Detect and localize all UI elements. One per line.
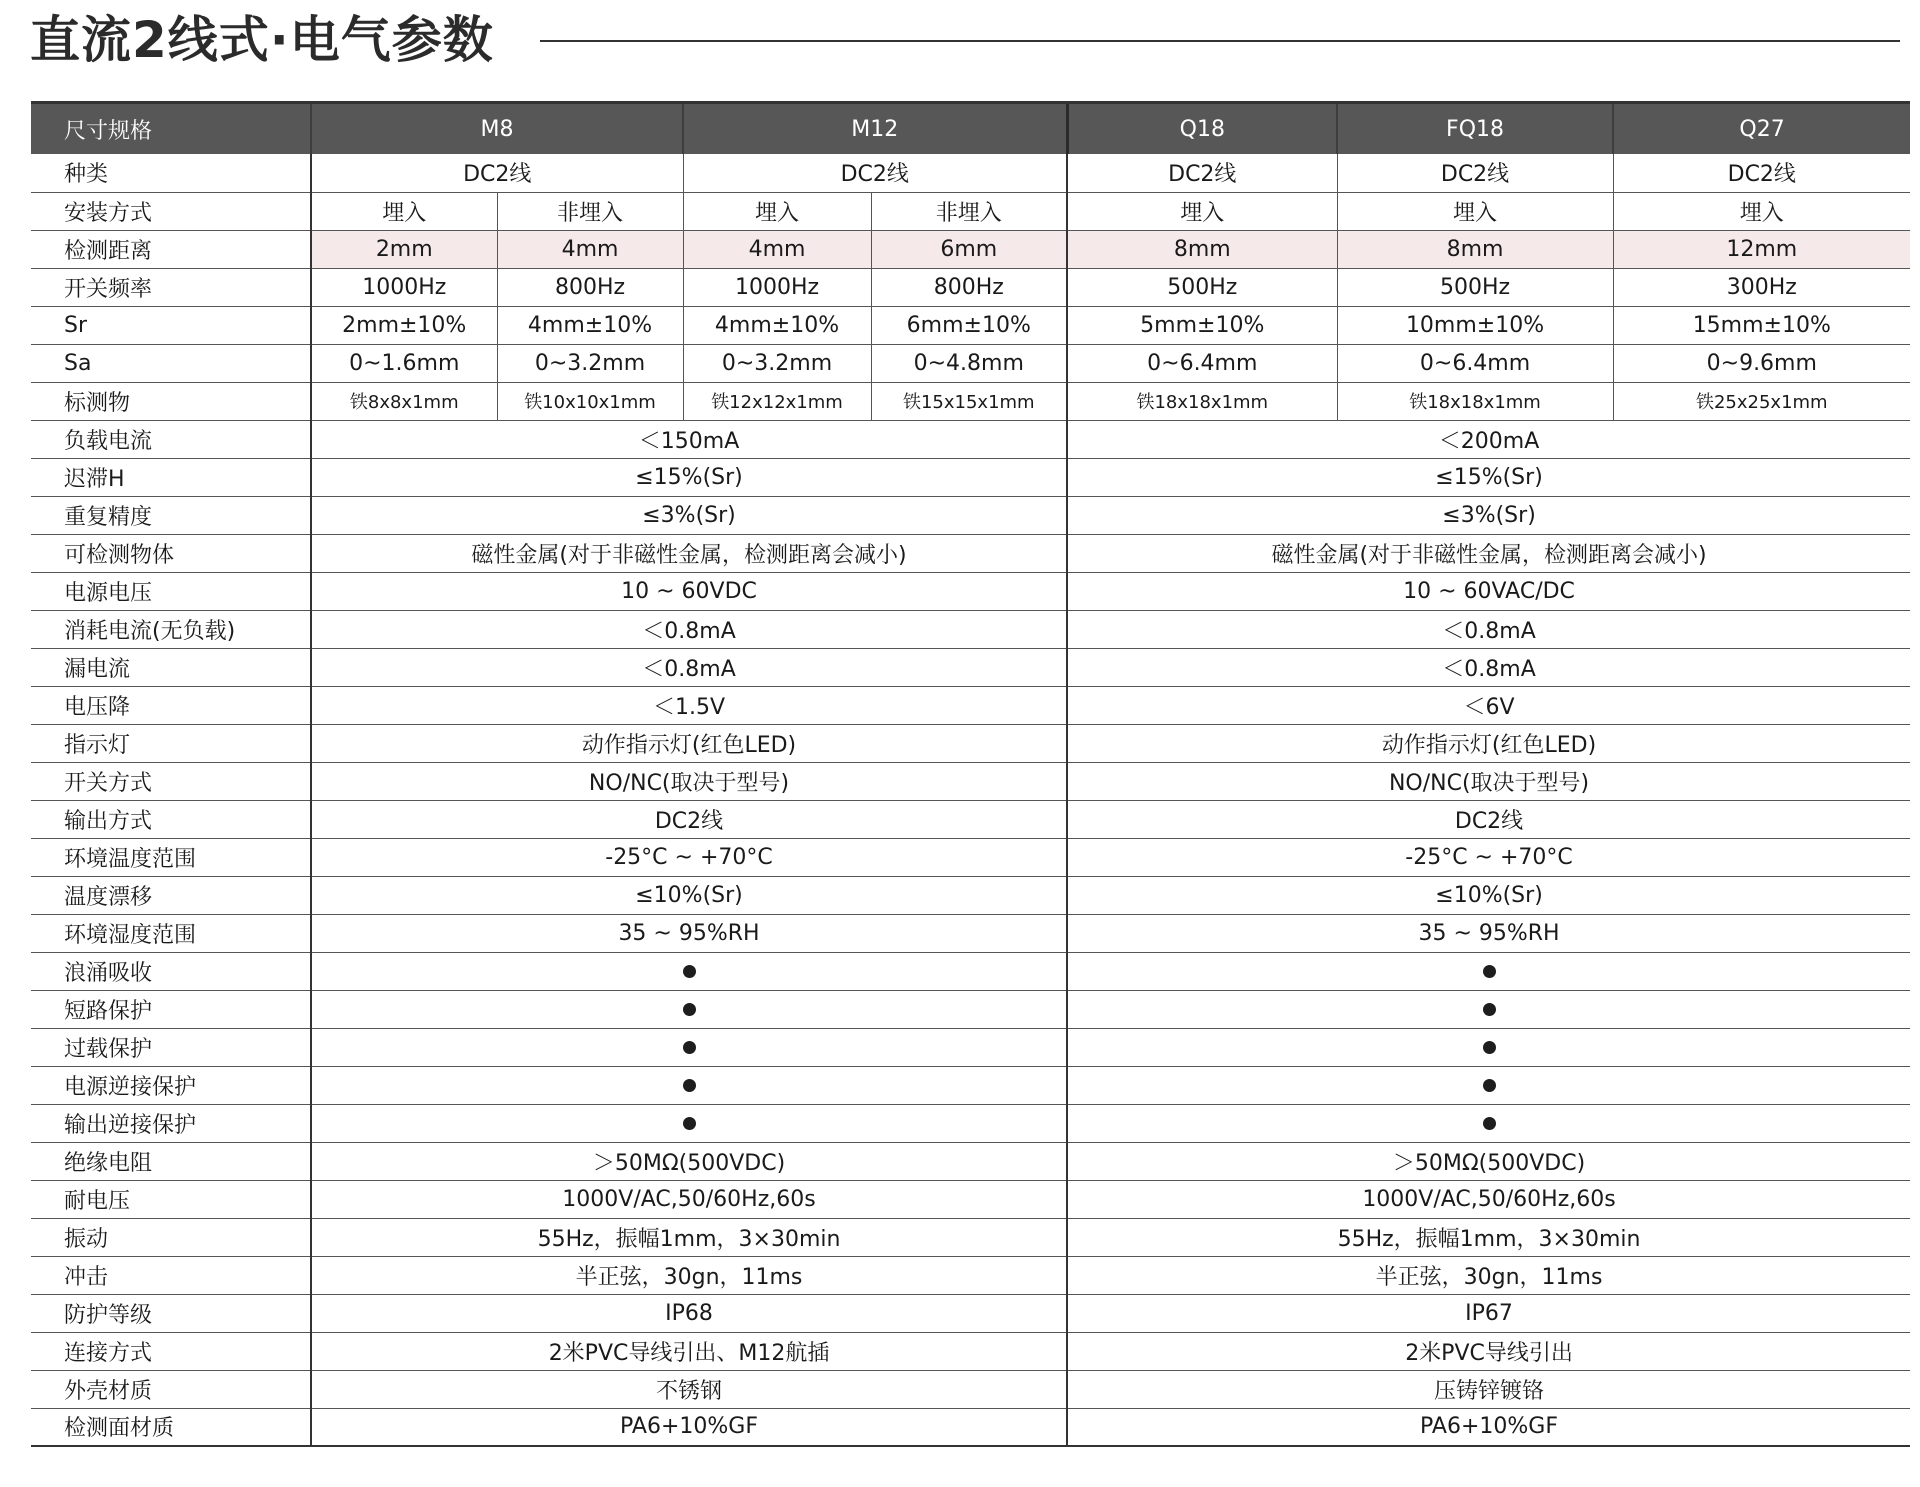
supported-dot-right-icon — [1483, 1079, 1496, 1092]
cell: 8mm — [1337, 230, 1613, 268]
cell: 6mm±10% — [871, 306, 1067, 344]
cell — [311, 1028, 1067, 1066]
spec-row — [31, 724, 1910, 762]
cell-q18-fq18-q27: ＜0.8mA — [1067, 648, 1910, 686]
cell: 4mm — [683, 230, 871, 268]
spec-row — [31, 1218, 1910, 1256]
supported-dot-left-icon — [683, 1079, 696, 1092]
protection-row — [31, 1066, 1910, 1104]
spec-row — [31, 648, 1910, 686]
spec-row — [31, 1256, 1910, 1294]
cell: 0~1.6mm — [311, 344, 497, 382]
cell-q18-fq18-q27: 35 ~ 95%RH — [1067, 914, 1910, 952]
row-label: Sr — [31, 306, 311, 344]
row-label: 温度漂移 — [31, 876, 311, 914]
cell — [1067, 1028, 1910, 1066]
cell: 0~3.2mm — [683, 344, 871, 382]
cell-m8-m12: ≤15%(Sr) — [311, 458, 1067, 496]
spec-row — [31, 914, 1910, 952]
supported-dot-left-icon — [683, 1117, 696, 1130]
cell — [311, 952, 1067, 990]
cell: 非埋入 — [871, 192, 1067, 230]
header-row — [31, 103, 1910, 155]
target-row — [31, 382, 1910, 420]
cell-m8-m12: 55Hz，振幅1mm，3×30min — [311, 1218, 1067, 1256]
cell — [311, 1066, 1067, 1104]
type-row — [31, 154, 1910, 192]
cell-q18-fq18-q27: DC2线 — [1067, 800, 1910, 838]
cell: 铁18x18x1mm — [1337, 382, 1613, 420]
cell-m8-m12: ＜0.8mA — [311, 610, 1067, 648]
cell: DC2线 — [311, 154, 683, 192]
row-label: 电源逆接保护 — [31, 1066, 311, 1104]
protection-row — [31, 1104, 1910, 1142]
cell-m8-m12: 2米PVC导线引出、M12航插 — [311, 1332, 1067, 1370]
cell-m8-m12: NO/NC(取决于型号) — [311, 762, 1067, 800]
supported-dot-left-icon — [683, 1041, 696, 1054]
cell-q18-fq18-q27: 半正弦，30gn，11ms — [1067, 1256, 1910, 1294]
cell-q18-fq18-q27: 10 ~ 60VAC/DC — [1067, 572, 1910, 610]
frequency-row — [31, 268, 1910, 306]
cell: 埋入 — [1337, 192, 1613, 230]
row-label: 重复精度 — [31, 496, 311, 534]
protection-row — [31, 1028, 1910, 1066]
cell: 2mm±10% — [311, 306, 497, 344]
supported-dot-right-icon — [1483, 1041, 1496, 1054]
cell-m8-m12: ≤10%(Sr) — [311, 876, 1067, 914]
cell: 800Hz — [871, 268, 1067, 306]
cell — [1067, 990, 1910, 1028]
spec-row — [31, 534, 1910, 572]
cell — [311, 990, 1067, 1028]
cell: 15mm±10% — [1613, 306, 1910, 344]
cell: 埋入 — [1613, 192, 1910, 230]
cell — [1067, 1104, 1910, 1142]
spec-row — [31, 572, 1910, 610]
cell: 1000Hz — [311, 268, 497, 306]
row-label: 可检测物体 — [31, 534, 311, 572]
spec-row — [31, 762, 1910, 800]
cell: 铁10x10x1mm — [497, 382, 683, 420]
cell-q18-fq18-q27: NO/NC(取决于型号) — [1067, 762, 1910, 800]
row-label: 环境湿度范围 — [31, 914, 311, 952]
cell: 12mm — [1613, 230, 1910, 268]
cell: 0~4.8mm — [871, 344, 1067, 382]
row-label: 浪涌吸收 — [31, 952, 311, 990]
cell-m8-m12: DC2线 — [311, 800, 1067, 838]
model-fq18: FQ18 — [1337, 103, 1613, 155]
row-label: 负载电流 — [31, 420, 311, 458]
cell: 4mm — [497, 230, 683, 268]
cell: 2mm — [311, 230, 497, 268]
title-bar — [30, 0, 1900, 80]
row-label: 连接方式 — [31, 1332, 311, 1370]
title-rule — [540, 40, 1900, 42]
supported-dot-right-icon — [1483, 965, 1496, 978]
cell-q18-fq18-q27: -25°C ~ +70°C — [1067, 838, 1910, 876]
model-q18: Q18 — [1067, 103, 1337, 155]
cell-q18-fq18-q27: 磁性金属(对于非磁性金属，检测距离会减小) — [1067, 534, 1910, 572]
spec-row — [31, 876, 1910, 914]
row-label: 种类 — [31, 154, 311, 192]
row-label: 电源电压 — [31, 572, 311, 610]
row-label: 消耗电流(无负载) — [31, 610, 311, 648]
spec-row — [31, 686, 1910, 724]
row-label: 开关频率 — [31, 268, 311, 306]
cell-q18-fq18-q27: 55Hz，振幅1mm，3×30min — [1067, 1218, 1910, 1256]
row-label: 安装方式 — [31, 192, 311, 230]
cell-q18-fq18-q27: IP67 — [1067, 1294, 1910, 1332]
row-label: 漏电流 — [31, 648, 311, 686]
cell-q18-fq18-q27: ＜6V — [1067, 686, 1910, 724]
model-q27: Q27 — [1613, 103, 1910, 155]
cell: 非埋入 — [497, 192, 683, 230]
cell: 铁8x8x1mm — [311, 382, 497, 420]
row-label: 开关方式 — [31, 762, 311, 800]
cell: 埋入 — [683, 192, 871, 230]
row-label: 防护等级 — [31, 1294, 311, 1332]
supported-dot-left-icon — [683, 965, 696, 978]
cell-q18-fq18-q27: 2米PVC导线引出 — [1067, 1332, 1910, 1370]
cell: 10mm±10% — [1337, 306, 1613, 344]
cell: 300Hz — [1613, 268, 1910, 306]
sr-row — [31, 306, 1910, 344]
cell-m8-m12: 动作指示灯(红色LED) — [311, 724, 1067, 762]
cell-m8-m12: ＜150mA — [311, 420, 1067, 458]
cell-q18-fq18-q27: 动作指示灯(红色LED) — [1067, 724, 1910, 762]
cell: 铁15x15x1mm — [871, 382, 1067, 420]
spec-row — [31, 458, 1910, 496]
protection-row — [31, 990, 1910, 1028]
row-label: 输出逆接保护 — [31, 1104, 311, 1142]
cell: 4mm±10% — [497, 306, 683, 344]
cell: 铁18x18x1mm — [1067, 382, 1337, 420]
cell-m8-m12: 10 ~ 60VDC — [311, 572, 1067, 610]
row-label: 检测面材质 — [31, 1408, 311, 1446]
row-label: 环境温度范围 — [31, 838, 311, 876]
cell — [1067, 952, 1910, 990]
row-label: 振动 — [31, 1218, 311, 1256]
cell-q18-fq18-q27: ＞50MΩ(500VDC) — [1067, 1142, 1910, 1180]
cell-m8-m12: 35 ~ 95%RH — [311, 914, 1067, 952]
supported-dot-right-icon — [1483, 1117, 1496, 1130]
cell: 5mm±10% — [1067, 306, 1337, 344]
cell-m8-m12: ＜0.8mA — [311, 648, 1067, 686]
mount-row — [31, 192, 1910, 230]
row-label: 输出方式 — [31, 800, 311, 838]
row-label: 指示灯 — [31, 724, 311, 762]
cell-m8-m12: 磁性金属(对于非磁性金属，检测距离会减小) — [311, 534, 1067, 572]
supported-dot-left-icon — [683, 1003, 696, 1016]
row-label: 短路保护 — [31, 990, 311, 1028]
cell-m8-m12: IP68 — [311, 1294, 1067, 1332]
cell: 铁12x12x1mm — [683, 382, 871, 420]
cell-q18-fq18-q27: ＜0.8mA — [1067, 610, 1910, 648]
cell: 0~9.6mm — [1613, 344, 1910, 382]
cell-q18-fq18-q27: 1000V/AC,50/60Hz,60s — [1067, 1180, 1910, 1218]
row-label: 外壳材质 — [31, 1370, 311, 1408]
cell-m8-m12: ≤3%(Sr) — [311, 496, 1067, 534]
cell: DC2线 — [1337, 154, 1613, 192]
cell: 4mm±10% — [683, 306, 871, 344]
cell-m8-m12: ＞50MΩ(500VDC) — [311, 1142, 1067, 1180]
sa-row — [31, 344, 1910, 382]
cell: 0~6.4mm — [1337, 344, 1613, 382]
spec-row — [31, 1142, 1910, 1180]
header-label: 尺寸规格 — [31, 103, 311, 155]
spec-row — [31, 800, 1910, 838]
spec-row — [31, 838, 1910, 876]
spec-row — [31, 420, 1910, 458]
cell — [1067, 1066, 1910, 1104]
cell-q18-fq18-q27: ＜200mA — [1067, 420, 1910, 458]
cell: 1000Hz — [683, 268, 871, 306]
cell-m8-m12: 1000V/AC,50/60Hz,60s — [311, 1180, 1067, 1218]
row-label: 过载保护 — [31, 1028, 311, 1066]
row-label: 绝缘电阻 — [31, 1142, 311, 1180]
protection-row — [31, 952, 1910, 990]
row-label: 耐电压 — [31, 1180, 311, 1218]
cell: 埋入 — [1067, 192, 1337, 230]
cell-m8-m12: 半正弦，30gn，11ms — [311, 1256, 1067, 1294]
cell: 0~6.4mm — [1067, 344, 1337, 382]
row-label: 检测距离 — [31, 230, 311, 268]
spec-row — [31, 1294, 1910, 1332]
row-label: Sa — [31, 344, 311, 382]
cell: DC2线 — [683, 154, 1067, 192]
cell: 埋入 — [311, 192, 497, 230]
detect-distance-row — [31, 230, 1910, 268]
cell-m8-m12: -25°C ~ +70°C — [311, 838, 1067, 876]
cell-m8-m12: 不锈钢 — [311, 1370, 1067, 1408]
cell-q18-fq18-q27: ≤3%(Sr) — [1067, 496, 1910, 534]
spec-row — [31, 496, 1910, 534]
cell-q18-fq18-q27: 压铸锌镀铬 — [1067, 1370, 1910, 1408]
row-label: 迟滞H — [31, 458, 311, 496]
cell — [311, 1104, 1067, 1142]
row-label: 电压降 — [31, 686, 311, 724]
cell-q18-fq18-q27: ≤10%(Sr) — [1067, 876, 1910, 914]
spec-table — [31, 101, 1910, 1447]
cell-m8-m12: ＜1.5V — [311, 686, 1067, 724]
cell-q18-fq18-q27: ≤15%(Sr) — [1067, 458, 1910, 496]
page-title: 直流2线式·电气参数 — [30, 11, 494, 69]
spec-row — [31, 1180, 1910, 1218]
cell: 铁25x25x1mm — [1613, 382, 1910, 420]
cell: 800Hz — [497, 268, 683, 306]
row-label: 标测物 — [31, 382, 311, 420]
cell: DC2线 — [1613, 154, 1910, 192]
spec-row — [31, 1408, 1910, 1446]
row-label: 冲击 — [31, 1256, 311, 1294]
cell: 500Hz — [1337, 268, 1613, 306]
cell: 8mm — [1067, 230, 1337, 268]
model-m12: M12 — [683, 103, 1067, 155]
cell-m8-m12: PA6+10%GF — [311, 1408, 1067, 1446]
spec-row — [31, 1332, 1910, 1370]
cell: 0~3.2mm — [497, 344, 683, 382]
cell: 500Hz — [1067, 268, 1337, 306]
cell-q18-fq18-q27: PA6+10%GF — [1067, 1408, 1910, 1446]
spec-row — [31, 1370, 1910, 1408]
model-m8: M8 — [311, 103, 683, 155]
spec-row — [31, 610, 1910, 648]
cell: 6mm — [871, 230, 1067, 268]
cell: DC2线 — [1067, 154, 1337, 192]
supported-dot-right-icon — [1483, 1003, 1496, 1016]
